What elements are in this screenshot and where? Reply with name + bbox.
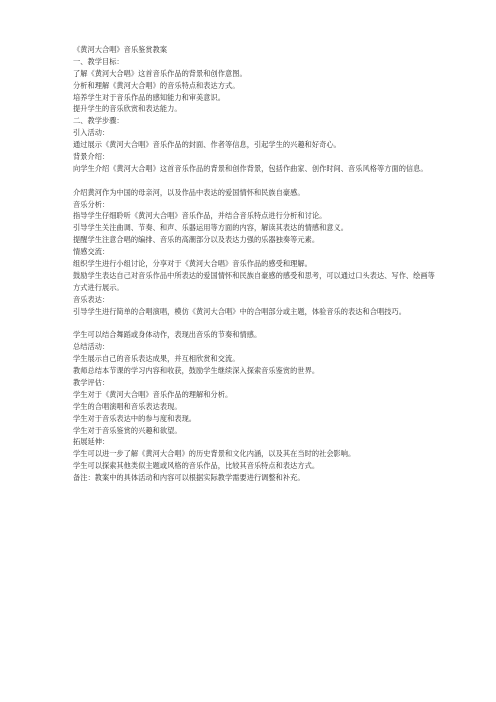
- objective-item: 提升学生的音乐欣赏和表达能力。: [73, 104, 182, 114]
- step-text: 鼓励学生表达自己对音乐作品中所表达的爱国情怀和民族自豪感的感受和思考，可以通过口头表达、写作、绘画等方式进行展示。: [73, 270, 435, 292]
- step-heading-analysis: 音乐分析：: [73, 199, 110, 209]
- step-text: 介绍黄河作为中国的母亲河，以及作品中表达的爱国情怀和民族自豪感。: [73, 187, 305, 197]
- evaluation-item: 学生对于音乐表达中的参与度和表现。: [73, 413, 197, 423]
- evaluation-item: 学生对于音乐鉴赏的兴趣和欲望。: [73, 425, 182, 435]
- step-heading-background: 背景介绍：: [73, 152, 110, 162]
- extension-item: 学生可以探索其他类似主题或风格的音乐作品，比较其音乐特点和表达方式。: [73, 461, 320, 471]
- step-text: 向学生介绍《黄河大合唱》这首音乐作品的背景和创作背景，包括作曲家、创作时间、音乐风格等方面的信息。: [73, 163, 428, 173]
- objective-item: 培养学生对于音乐作品的感知能力和审美意识。: [73, 92, 225, 102]
- objective-item: 分析和理解《黄河大合唱》的音乐特点和表达方式。: [73, 80, 240, 90]
- step-text: 学生可以结合舞蹈或身体动作，表现出音乐的节奏和情感。: [73, 330, 262, 340]
- extension-item: 学生可以进一步了解《黄河大合唱》的历史背景和文化内涵，以及其在当时的社会影响。: [73, 449, 356, 459]
- section-heading-objectives: 一、教学目标：: [73, 56, 124, 66]
- evaluation-item: 学生的合唱演唱和音乐表达表现。: [73, 401, 182, 411]
- note-text: 备注：教案中的具体活动和内容可以根据实际教学需要进行调整和补充。: [73, 473, 305, 483]
- step-text: 通过展示《黄河大合唱》音乐作品的封面、作者等信息，引起学生的兴趣和好奇心。: [73, 140, 341, 150]
- step-text: 引导学生进行简单的合唱演唱，模仿《黄河大合唱》中的合唱部分或主题，体验音乐的表达和合唱技巧。: [73, 306, 406, 316]
- step-heading-evaluation: 教学评估：: [73, 377, 110, 387]
- step-text: 学生展示自己的音乐表达成果，并互相欣赏和交流。: [73, 354, 240, 364]
- evaluation-item: 学生对于《黄河大合唱》音乐作品的理解和分析。: [73, 389, 233, 399]
- objective-item: 了解《黄河大合唱》这首音乐作品的背景和创作意图。: [73, 68, 247, 78]
- step-heading-summary: 总结活动：: [73, 342, 110, 352]
- document-body: [73, 44, 435, 484]
- section-heading-steps: 二、教学步骤：: [73, 116, 124, 126]
- step-heading-extension: 拓展延伸：: [73, 437, 110, 447]
- step-heading-intro: 引入活动：: [73, 128, 110, 138]
- document-title: 《黄河大合唱》音乐鉴赏教案: [73, 45, 168, 54]
- step-text: 教师总结本节课的学习内容和收获，鼓励学生继续深入探索音乐鉴赏的世界。: [73, 366, 320, 376]
- step-text: 组织学生进行小组讨论，分享对于《黄河大合唱》音乐作品的感受和理解。: [73, 259, 312, 269]
- step-text: 引导学生关注曲调、节奏、和声、乐器运用等方面的内容，解读其表达的情感和意义。: [73, 223, 349, 233]
- step-heading-emotion: 情感交流：: [73, 247, 110, 257]
- step-text: 指导学生仔细聆听《黄河大合唱》音乐作品，并结合音乐特点进行分析和讨论。: [73, 211, 327, 221]
- step-text: 提醒学生注意合唱的编排、音乐的高潮部分以及表达力强的乐器独奏等元素。: [73, 235, 320, 245]
- step-heading-expression: 音乐表达：: [73, 294, 110, 304]
